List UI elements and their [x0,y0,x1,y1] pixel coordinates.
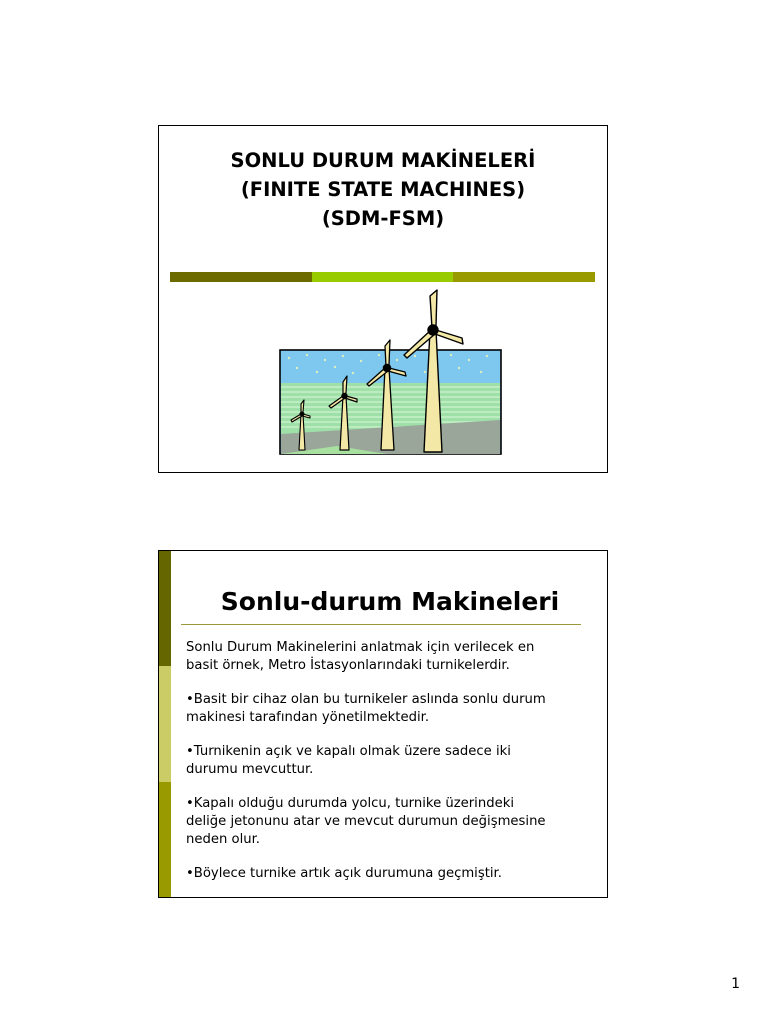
paragraph-3-line-1: •Turnikenin açık ve kapalı olmak üzere sadece iki [186,744,511,759]
slide-2-title-rule [181,624,581,625]
paragraph-5-line-1: •Böylece turnike artık açık durumuna geçmiştir. [186,866,502,881]
divider-segment-3 [453,272,595,282]
sidebar-segment-3 [159,782,171,897]
page-number: 1 [731,976,740,992]
sidebar-segment-2 [159,666,171,781]
slide-1-title-line-3: (SDM-FSM) [321,207,445,230]
paragraph-2-line-1: •Basit bir cihaz olan bu turnikeler aslında sonlu durum [186,692,546,707]
slide-1-title-line-2: (FINITE STATE MACHINES) [240,178,526,201]
paragraph-1-line-2: basit örnek, Metro İstasyonlarındaki turnikelerdir. [186,658,510,673]
slide-1 [158,125,608,473]
slide-2-body [186,639,601,883]
slide-2-paragraph-4 [186,795,601,849]
divider-segment-1 [170,272,312,282]
slide-2-paragraph-1 [186,639,601,675]
slide-2-accent-sidebar [159,551,171,897]
slide-2-paragraph-2 [186,691,601,727]
slide-2-paragraph-5 [186,865,601,883]
paragraph-1-line-1: Sonlu Durum Makinelerini anlatmak için verilecek en [186,640,535,655]
wind-turbines-icon [277,288,505,458]
slide-1-title-line-1: SONLU DURUM MAKİNELERİ [230,149,536,172]
slide-1-title [159,146,607,233]
slide-2-title: Sonlu-durum Makineleri [220,587,560,616]
divider-segment-2 [312,272,454,282]
paragraph-2-line-2: makinesi tarafından yönetilmektedir. [186,710,430,725]
paragraph-4-line-1: •Kapalı olduğu durumda yolcu, turnike üzerindeki [186,796,514,811]
paragraph-3-line-2: durumu mevcuttur. [186,762,314,777]
paragraph-4-line-3: neden olur. [186,832,260,847]
slide-2 [158,550,608,898]
paragraph-4-line-2: deliğe jetonunu atar ve mevcut durumun değişmesine [186,814,546,829]
slide-2-paragraph-3 [186,743,601,779]
title-divider-bar [170,272,595,282]
sidebar-segment-1 [159,551,171,666]
